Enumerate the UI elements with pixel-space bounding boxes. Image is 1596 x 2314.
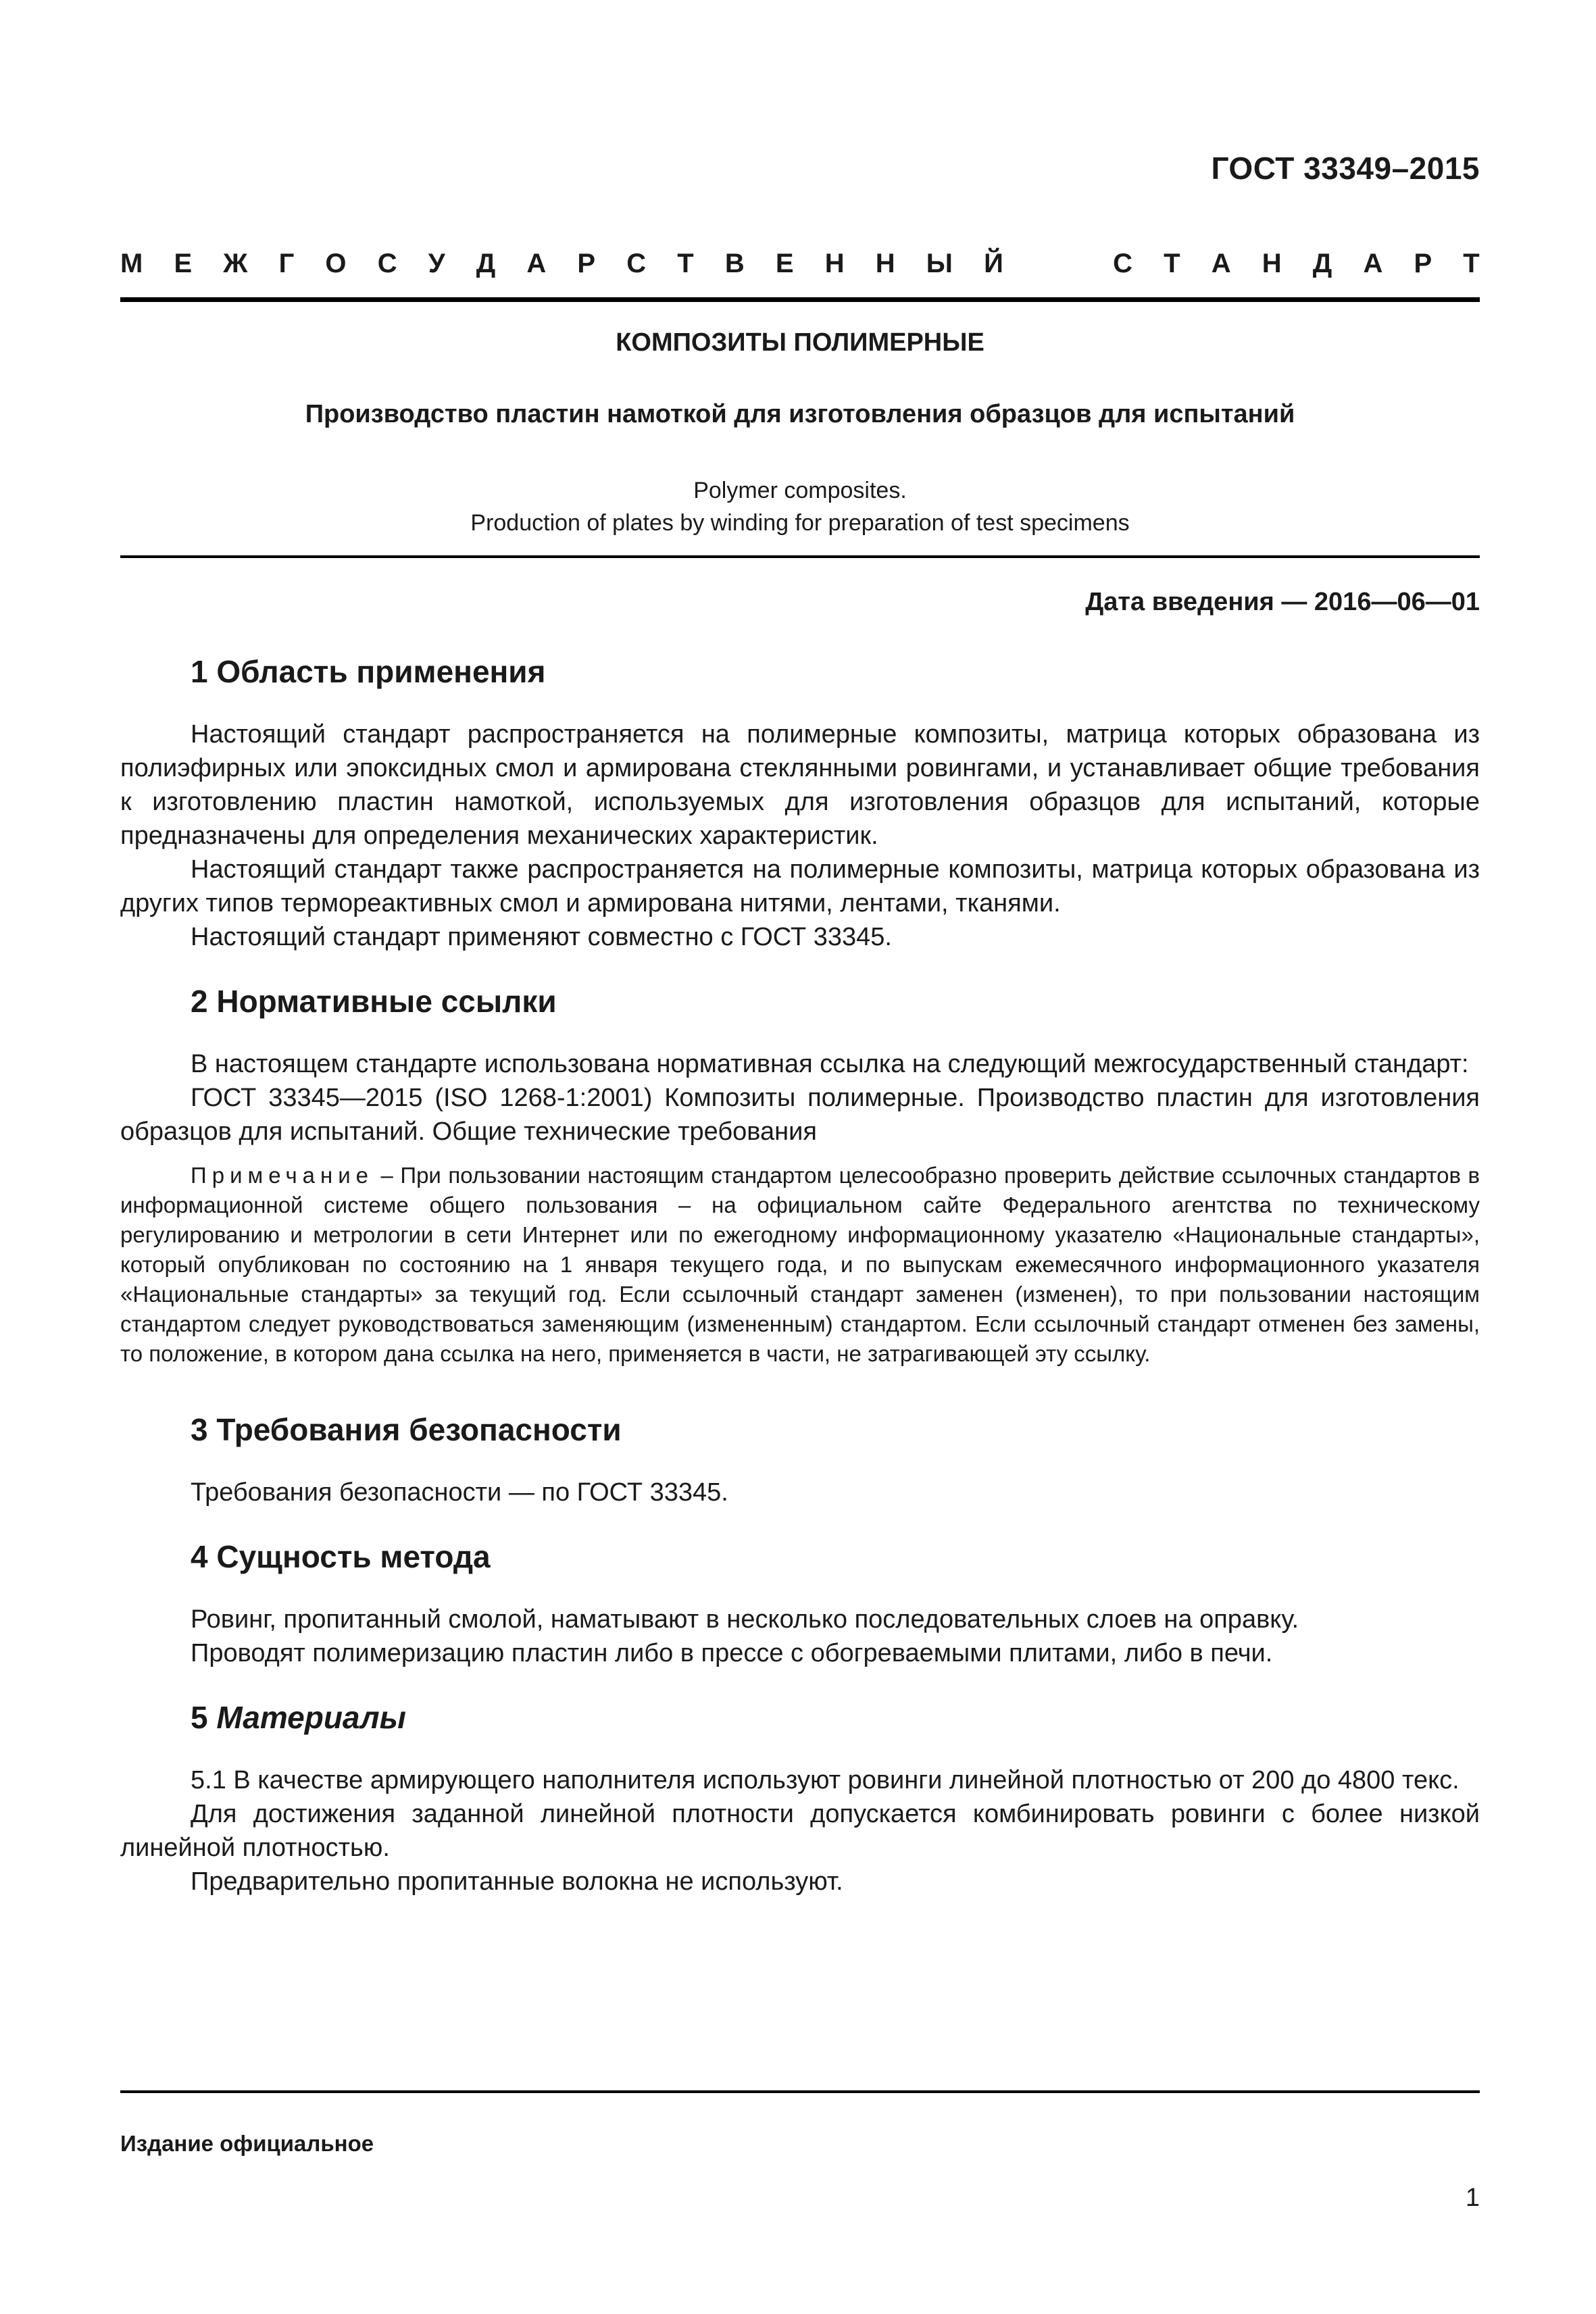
word-gap [1034, 250, 1082, 277]
interstate-letter: Й [984, 249, 1003, 278]
note [120, 1161, 1480, 1369]
section-materials [120, 1697, 1480, 1898]
interstate-letter: Г [278, 249, 295, 278]
english-title [120, 474, 1480, 539]
paragraph: Настоящий стандарт распространяется на полимерные композиты, матрица которых образована из полиэфирных или эпоксидных смол и армирована стеклянными ровингами, и устанавливает общие требования к изготовлению пластин намоткой, используемых для изготовления образцов для испытаний, которые предназначены для определения механических характеристик. [120, 720, 1480, 850]
paragraph: Для достижения заданной линейной плотности допускается комбинировать ровинги с более низкой линейной плотностью. [120, 1800, 1480, 1862]
note-label: Примечание [191, 1163, 374, 1188]
section-heading-number: 5 [191, 1700, 217, 1735]
interstate-letter: М [120, 249, 143, 278]
interstate-letter: Е [775, 249, 794, 278]
footer-divider [120, 2090, 1480, 2093]
interstate-letter: Н [824, 249, 845, 278]
section-heading-text: Материалы [216, 1700, 406, 1735]
interstate-letter: А [1211, 249, 1231, 278]
interstate-letter: С [626, 249, 647, 278]
note-text: – При пользовании настоящим стандартом целесообразно проверить действие ссылочных стандартов в информационной системе общего пользования – на официальном сайте Федерального агентства по техническому регулированию и метрологии в сети Интернет или по ежегодному информационному указателю «Национальные стандарты», который опубликован по состоянию на 1 января текущего года, и по выпускам ежемесячного информационного указателя «Национальные стандарты» за текущий год. Если ссылочный стандарт заменен (изменен), то при пользовании настоящим стандартом следует руководствоваться заменяющим (измененным) стандартом. Если ссылочный стандарт отменен без замены, то положение, в котором дана ссылка на него, применяется в части, не затрагивающей эту ссылку. [120, 1163, 1480, 1366]
interstate-letter: У [428, 249, 445, 278]
official-edition-label: Издание официальное [120, 2131, 374, 2156]
interstate-letter: О [325, 249, 347, 278]
interstate-letter: Н [1262, 249, 1282, 278]
interstate-letter: Е [174, 249, 193, 278]
paragraph: Настоящий стандарт применяют совместно с ГОСТ 33345. [191, 923, 892, 951]
interstate-standard-heading [120, 250, 1480, 277]
interstate-letter: А [526, 249, 547, 278]
section-heading: 1 Область применения [191, 654, 546, 689]
document-body [120, 651, 1480, 1926]
interstate-letter: Н [875, 249, 895, 278]
interstate-letter: Д [1312, 249, 1332, 278]
section-safety [120, 1409, 1480, 1509]
paragraph: ГОСТ 33345—2015 (ISO 1268-1:2001) Композиты полимерные. Производство пластин для изготовления образцов для испытаний. Общие технические требования [120, 1084, 1480, 1146]
section-scope [120, 651, 1480, 954]
paragraph: Предварительно пропитанные волокна не используют. [191, 1867, 843, 1896]
section-normative-references [120, 981, 1480, 1369]
interstate-letter: В [724, 249, 745, 278]
interstate-letter: Т [677, 249, 694, 278]
introduction-date: Дата введения — 2016—06—01 [1085, 588, 1480, 616]
interstate-letter: Р [1414, 249, 1432, 278]
section-heading: 2 Нормативные ссылки [191, 984, 557, 1019]
section-heading [120, 1697, 1480, 1738]
title-divider [120, 555, 1480, 558]
paragraph: Настоящий стандарт также распространяется на полимерные композиты, матрица которых образована из других типов термореактивных смол и армирована нитями, лентами, тканями. [120, 855, 1480, 917]
section-heading: 4 Сущность метода [191, 1539, 491, 1574]
paragraph: 5.1 В качестве армирующего наполнителя используют ровинги линейной плотностью от 200 до 4800 текс. [191, 1766, 1460, 1794]
paragraph: Проводят полимеризацию пластин либо в прессе с обогреваемыми плитами, либо в печи. [191, 1639, 1273, 1667]
interstate-letter: Д [476, 249, 496, 278]
interstate-letter: Т [1164, 249, 1180, 278]
interstate-letter: Т [1463, 249, 1480, 278]
interstate-letter: С [377, 249, 397, 278]
interstate-letter: Ж [223, 249, 248, 278]
paragraph: Ровинг, пропитанный смолой, наматывают в несколько последовательных слоев на оправку. [191, 1605, 1299, 1634]
header-divider [120, 297, 1480, 302]
page-number: 1 [1465, 2184, 1480, 2212]
english-title-line: Polymer composites. [693, 478, 907, 503]
paragraph: Требования безопасности — по ГОСТ 33345. [191, 1478, 728, 1507]
document-title: КОМПОЗИТЫ ПОЛИМЕРНЫЕ [616, 328, 984, 357]
interstate-letter: Ы [926, 249, 953, 278]
gost-number: ГОСТ 33349–2015 [1211, 151, 1480, 186]
section-method [120, 1536, 1480, 1670]
interstate-letter: С [1113, 249, 1133, 278]
interstate-letter: Р [577, 249, 596, 278]
paragraph: В настоящем стандарте использована нормативная ссылка на следующий межгосударственный стандарт: [191, 1050, 1469, 1078]
section-heading: 3 Требования безопасности [191, 1412, 622, 1447]
english-title-line: Production of plates by winding for preparation of test specimens [470, 510, 1130, 536]
document-subtitle: Производство пластин намоткой для изготовления образцов для испытаний [305, 400, 1295, 428]
interstate-letter: А [1363, 249, 1383, 278]
